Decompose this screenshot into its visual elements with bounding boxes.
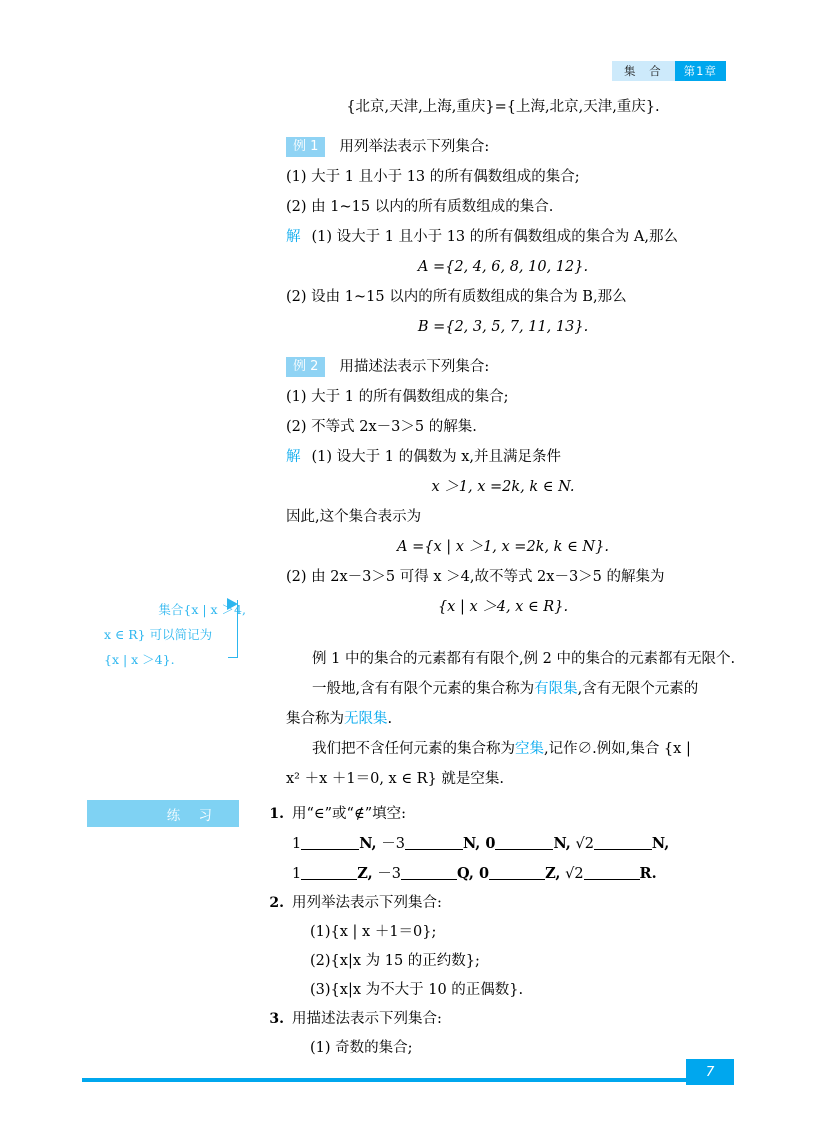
example2-formula-a: x ＞1, x =2k, k ∈ N.: [431, 479, 575, 495]
para1-line2-a: 一般地,含有有限个元素的集合称为: [312, 681, 535, 697]
running-head-chapter-number: 第1章: [675, 61, 726, 81]
exercise-1-r1-t1: N,: [359, 835, 377, 852]
margin-note-arrow-icon: [227, 598, 238, 610]
margin-note-line2: x ∈ R} 可以简记为: [104, 627, 213, 642]
exercise-item-2: [262, 889, 722, 1005]
exercises-heading: 练 习: [87, 800, 239, 827]
example1-solution-line1: [286, 222, 720, 252]
exercise-1-row2: [292, 859, 722, 889]
exercise-1-r1-t0: 1: [292, 836, 302, 852]
example2-formula-c: {x | x ＞4, x ∈ R}.: [437, 599, 569, 615]
example1-formula-a: A ={2, 4, 6, 8, 10, 12}.: [417, 259, 589, 275]
page-number: 7: [686, 1059, 734, 1085]
exercise-2-number: 2.: [269, 895, 284, 911]
example2-prompt: 用描述法表示下列集合:: [339, 359, 490, 375]
para1-line2: [286, 674, 720, 704]
exercise-1-r2-t0: 1: [292, 866, 302, 882]
exercise-1-r2-t4: Z,: [545, 865, 561, 882]
para1-line3-a: 集合称为: [286, 711, 344, 727]
para1-line3-b: .: [387, 711, 393, 727]
example1-prompt: 用列举法表示下列集合:: [339, 139, 490, 155]
exercise-1-r1-t2: －3: [381, 836, 405, 852]
fill-blank[interactable]: [495, 849, 553, 850]
example2-solve-label: 解: [286, 449, 301, 465]
exercise-1-r1-t5: √2: [575, 836, 594, 852]
exercise-1-r1-t4: N,: [553, 835, 571, 852]
exercise-1-r2-t5: √2: [565, 866, 584, 882]
para1-line1: [286, 644, 736, 674]
term-finite-set: 有限集: [534, 681, 578, 697]
exercise-1-r2-t2: －3: [377, 866, 401, 882]
example2-solve1-text: (1) 设大于 1 的偶数为 x,并且满足条件: [311, 449, 561, 465]
fill-blank[interactable]: [301, 879, 357, 880]
exercise-1-prompt: 用“∈”或“∉”填空:: [292, 806, 407, 822]
running-head-chapter-title: 集 合: [612, 61, 675, 81]
exercise-2-sub-2: (2){x|x 为 15 的正约数};: [310, 953, 480, 969]
exercise-item-1: [262, 800, 722, 889]
exercise-1-r1-t3: N, 0: [462, 835, 496, 852]
example1-heading: [286, 132, 720, 162]
fill-blank[interactable]: [301, 849, 359, 850]
exercise-1-r2-t1: Z,: [357, 865, 373, 882]
example1-solve1-text: (1) 设大于 1 且小于 13 的所有偶数组成的集合为 A,那么: [311, 229, 678, 245]
example2-solution-line1: [286, 442, 720, 472]
footer-rule: [82, 1078, 686, 1082]
running-head: [612, 61, 726, 81]
example2-heading: [286, 352, 720, 382]
exercise-1-number: 1.: [269, 806, 284, 822]
para1-line3: [286, 704, 720, 734]
exercise-2-sub-3: (3){x|x 为不大于 10 的正偶数}.: [310, 982, 524, 998]
example1-tag: 例 1: [286, 137, 325, 157]
para1-line1-text: 例 1 中的集合的元素都有有限个,例 2 中的集合的元素都有无限个.: [312, 651, 736, 667]
fill-blank[interactable]: [489, 879, 545, 880]
exercise-1-row1: [292, 829, 722, 859]
para2-line1-a: 我们把不含任何元素的集合称为: [312, 741, 515, 757]
example1-item2: (2) 由 1~15 以内的所有质数组成的集合.: [286, 199, 554, 215]
exercise-1-r2-t6: R.: [639, 865, 657, 882]
example2-tag: 例 2: [286, 357, 325, 377]
example2-solve2-text: (2) 由 2x－3＞5 可得 x ＞4,故不等式 2x－3＞5 的解集为: [286, 569, 665, 585]
example1-solve-label: 解: [286, 229, 301, 245]
fill-blank[interactable]: [594, 849, 652, 850]
margin-note-line1: 集合{x | x ＞4,: [158, 602, 246, 617]
margin-note-line3: {x | x ＞4}.: [104, 652, 175, 667]
set-equality-line: {北京,天津,上海,重庆}={上海,北京,天津,重庆}.: [346, 99, 660, 115]
exercise-2-prompt: 用列举法表示下列集合:: [292, 895, 442, 911]
para1-line2-b: ,含有无限个元素的: [577, 681, 699, 697]
para2-line1-b: ,记作∅.例如,集合 {x |: [544, 741, 691, 757]
term-empty-set: 空集: [515, 741, 544, 757]
fill-blank[interactable]: [401, 879, 457, 880]
exercise-2-sub-1: (1){x | x ＋1＝0};: [310, 924, 437, 940]
fill-blank[interactable]: [405, 849, 463, 850]
exercise-item-3: [262, 1005, 722, 1063]
exercise-1-r1-t6: N,: [651, 835, 670, 852]
example2-therefore-text: 因此,这个集合表示为: [286, 509, 422, 525]
main-text-column: [286, 92, 736, 794]
example2-item1: (1) 大于 1 的所有偶数组成的集合;: [286, 389, 509, 405]
example1-solve2-text: (2) 设由 1~15 以内的所有质数组成的集合为 B,那么: [286, 289, 627, 305]
margin-note: [104, 597, 246, 672]
example1-item1: (1) 大于 1 且小于 13 的所有偶数组成的集合;: [286, 169, 580, 185]
exercise-3-sub-1: (1) 奇数的集合;: [310, 1040, 413, 1056]
para2-line2: x² ＋x ＋1＝0, x ∈ R} 就是空集.: [286, 771, 505, 787]
exercise-1-r2-t3: Q, 0: [456, 865, 490, 882]
example2-formula-b: A ={x | x ＞1, x =2k, k ∈ N}.: [397, 539, 609, 555]
exercises-list: [262, 800, 722, 1063]
example2-item2: (2) 不等式 2x－3＞5 的解集.: [286, 419, 477, 435]
term-infinite-set: 无限集: [344, 711, 388, 727]
para2-line1: [286, 734, 720, 764]
fill-blank[interactable]: [584, 879, 640, 880]
exercise-3-prompt: 用描述法表示下列集合:: [292, 1011, 442, 1027]
example1-formula-b: B ={2, 3, 5, 7, 11, 13}.: [417, 319, 589, 335]
exercise-3-number: 3.: [269, 1011, 284, 1027]
